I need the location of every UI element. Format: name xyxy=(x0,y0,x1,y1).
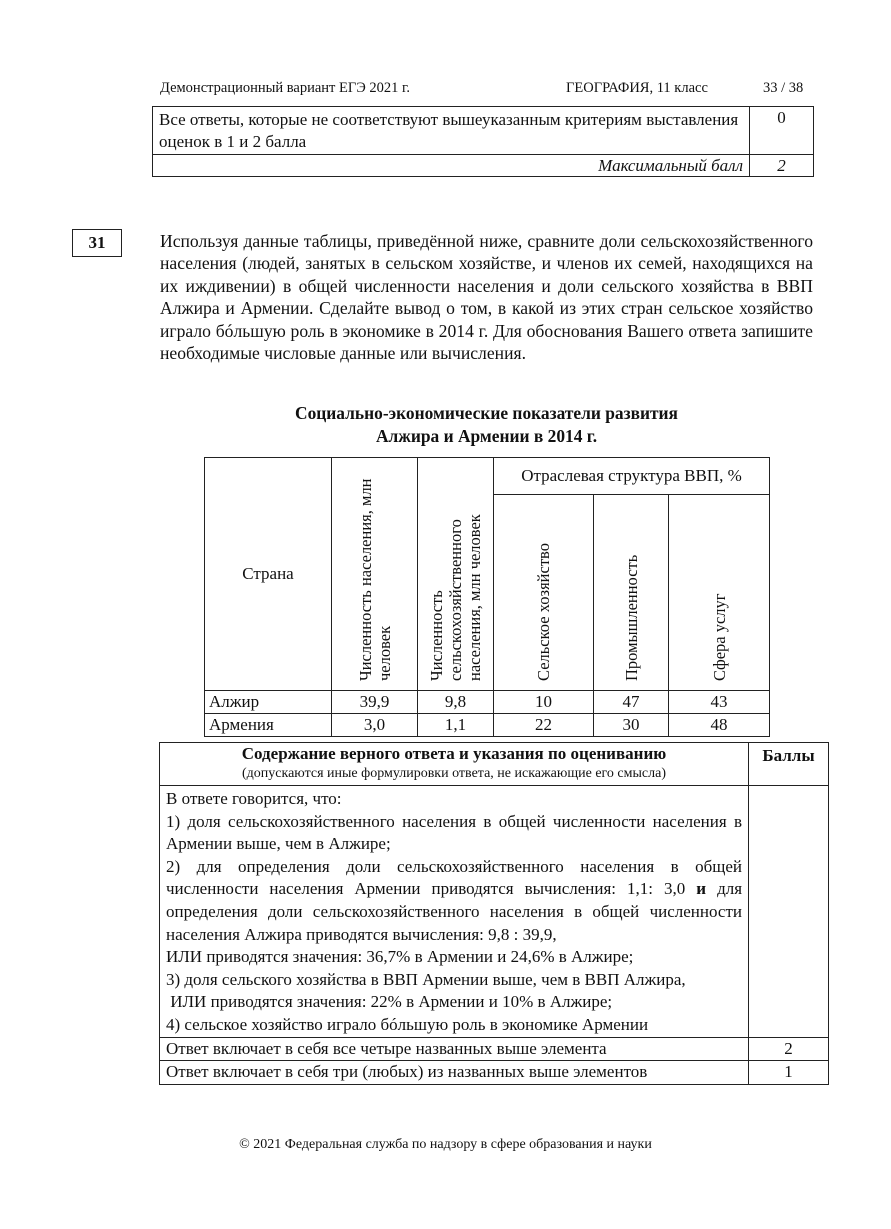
data-table xyxy=(204,457,770,737)
col-header-agri-population: Численность сельскохозяйственного населения, млн человек xyxy=(427,514,484,681)
col-header-gdp-structure: Отраслевая структура ВВП, % xyxy=(494,458,770,495)
criteria-row-score: 2 xyxy=(749,1037,829,1061)
criteria-row-text: Ответ включает в себя три (любых) из названных выше элементов xyxy=(160,1061,749,1085)
criteria-row-text: Ответ включает в себя все четыре названных выше элемента xyxy=(160,1037,749,1061)
cell-population: 39,9 xyxy=(332,691,418,714)
data-table-title-line1: Социально-экономические показатели развития xyxy=(295,403,678,423)
task-paragraph: Используя данные таблицы, приведённой ниже, сравните доли сельскохозяйственного населения (людей, занятых в сельском хозяйстве, и членов их семей, находящихся на их иждивении) в общей численности населения и доли сельского хозяйства в ВВП Алжира и Армении. Сделайте вывод о том, в какой из этих стран сельское хозяйство играло бóльшую роль в экономике в 2014 г. Для обоснования Вашего ответа запишите необходимые числовые данные или вычисления. xyxy=(160,231,813,364)
cell-services: 43 xyxy=(669,691,770,714)
criteria-header-score: Баллы xyxy=(749,743,829,786)
criteria-point-1: 1) доля сельскохозяйственного населения в общей численности населения в Армении выше, чем в Алжире; xyxy=(166,811,742,854)
cell-agri-population: 1,1 xyxy=(418,714,494,737)
table-row xyxy=(160,1061,829,1085)
footer-copyright: © 2021 Федеральная служба по надзору в сфере образования и науки xyxy=(239,1137,652,1152)
col-header-population: Численность населения, млн человек xyxy=(355,478,394,681)
cell-agriculture: 22 xyxy=(494,714,594,737)
header-exam-title: Демонстрационный вариант ЕГЭ 2021 г. xyxy=(160,80,410,96)
criteria-point-2b: для определения доли сельскохозяйственного населения в общей численности населения Алжира приводятся вычисления: 9,8 : 39,9, xyxy=(166,879,743,944)
criteria-header-title: Содержание верного ответа и указания по оцениванию xyxy=(241,744,667,763)
criteria-row-text: Все ответы, которые не соответствуют вышеуказанным критериям выставления оценок в 1 и 2 балла xyxy=(153,107,750,155)
criteria-table xyxy=(159,742,829,1085)
cell-country: Армения xyxy=(205,714,332,737)
criteria-row-score: 0 xyxy=(750,107,814,155)
cell-country: Алжир xyxy=(205,691,332,714)
criteria-point-2c: ИЛИ приводятся значения: 36,7% в Армении и 24,6% в Алжире; xyxy=(166,947,634,967)
cell-industry: 30 xyxy=(594,714,669,737)
previous-criteria-table xyxy=(152,106,814,177)
col-header-industry: Промышленность xyxy=(621,554,641,681)
criteria-point-2-and: и xyxy=(696,879,707,899)
col-header-agriculture: Сельское хозяйство xyxy=(534,543,553,681)
criteria-content xyxy=(160,786,749,1038)
criteria-point-4: 4) сельское хозяйство играло бóльшую роль в экономике Армении xyxy=(166,1014,649,1034)
criteria-point-2 xyxy=(166,856,742,946)
cell-services: 48 xyxy=(669,714,770,737)
cell-agri-population: 9,8 xyxy=(418,691,494,714)
criteria-intro: В ответе говорится, что: xyxy=(166,789,342,808)
col-header-country: Страна xyxy=(205,458,332,691)
criteria-point-2a: 2) для определения доли сельскохозяйственного населения в общей численности населения Армении приводятся вычисления: 1,1: 3,0 xyxy=(166,856,742,899)
task-text xyxy=(160,230,813,364)
task-number-box: 31 xyxy=(72,229,122,257)
header-subject: ГЕОГРАФИЯ, 11 класс xyxy=(566,80,708,96)
col-header-services: Сфера услуг xyxy=(709,593,729,681)
table-row xyxy=(205,714,770,737)
criteria-point-3b: ИЛИ приводятся значения: 22% в Армении и 10% в Алжире; xyxy=(166,992,613,1012)
table-row xyxy=(160,1037,829,1061)
max-score-value: 2 xyxy=(750,155,814,177)
data-table-title-line2: Алжира и Армении в 2014 г. xyxy=(375,426,598,446)
cell-population: 3,0 xyxy=(332,714,418,737)
header-page-number: 33 / 38 xyxy=(763,80,804,96)
criteria-row-score: 1 xyxy=(749,1061,829,1085)
criteria-point-3a: 3) доля сельского хозяйства в ВВП Армении выше, чем в ВВП Алжира, xyxy=(166,969,686,989)
criteria-header-note: (допускаются иные формулировки ответа, не искажающие его смысла) xyxy=(242,766,666,781)
cell-industry: 47 xyxy=(594,691,669,714)
table-row xyxy=(205,691,770,714)
max-score-label: Максимальный балл xyxy=(153,155,750,177)
cell-agriculture: 10 xyxy=(494,691,594,714)
